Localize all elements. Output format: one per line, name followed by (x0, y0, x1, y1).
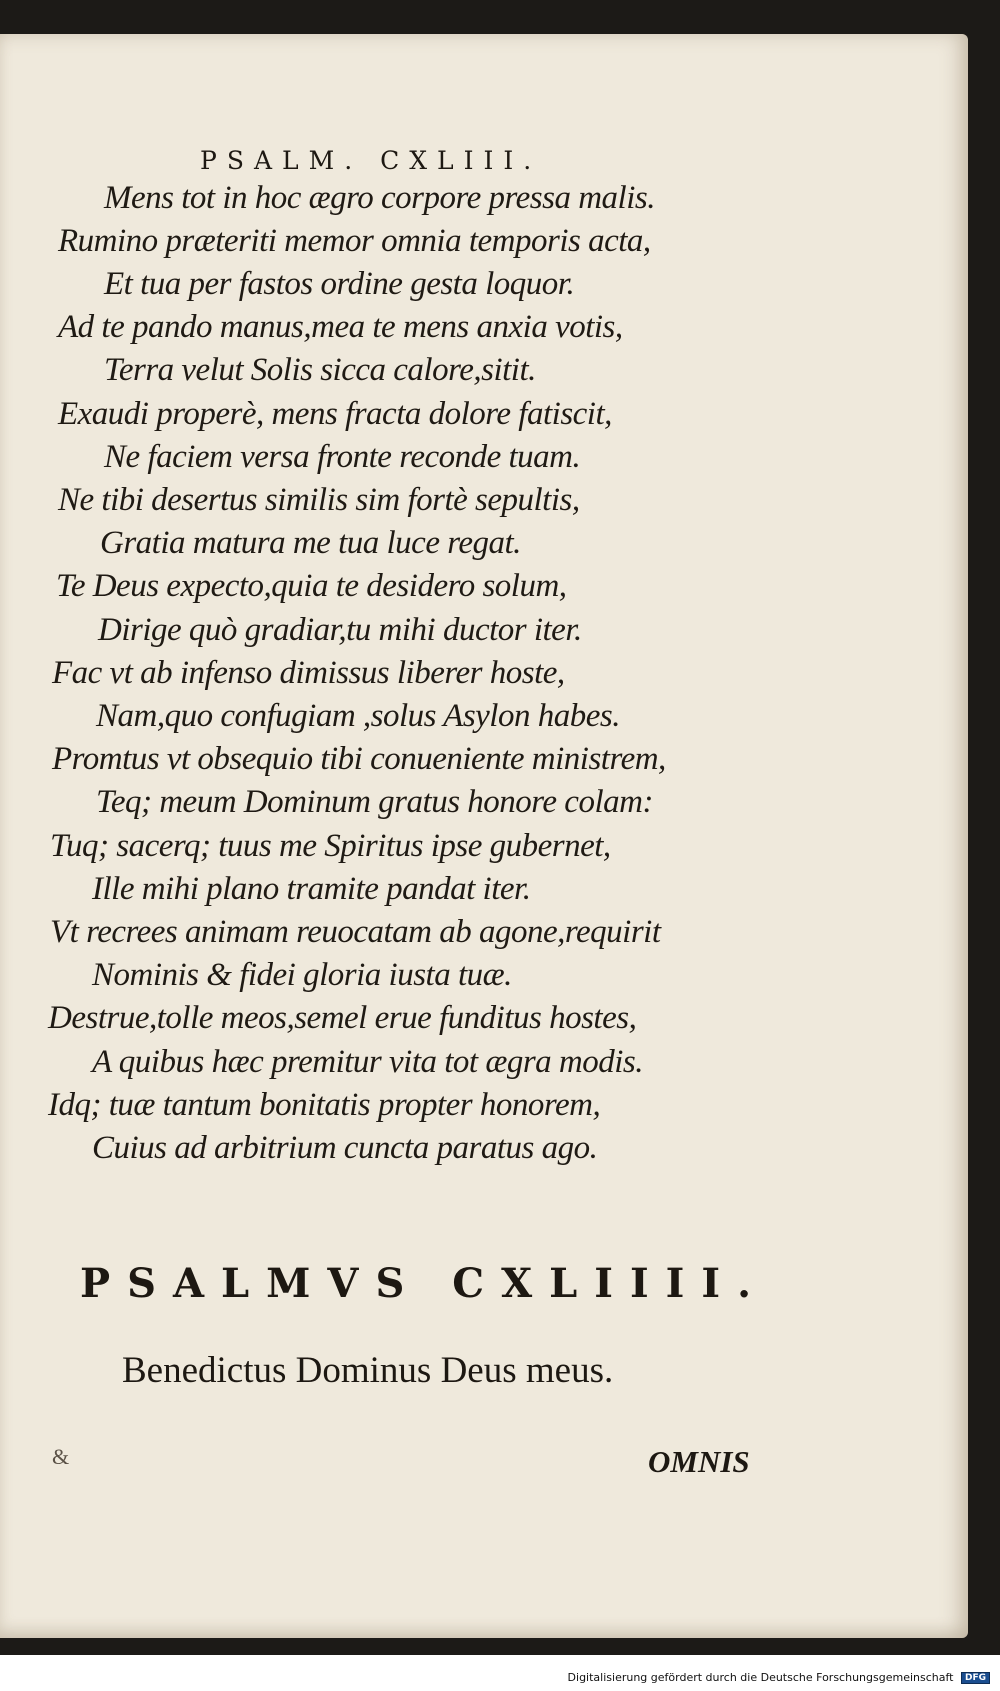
verse-line: Terra velut Solis sicca calore,sitit. (104, 352, 536, 388)
verse-line: Gratia matura me tua luce regat. (100, 525, 521, 561)
book-page (0, 34, 968, 1638)
digitization-credit (568, 1671, 990, 1684)
psalm-title: PSALMVS CXLIIII. (80, 1260, 769, 1307)
verse-line: Fac vt ab infenso dimissus liberer hoste, (52, 655, 565, 691)
verse-line: Teq; meum Dominum gratus honore colam: (96, 784, 653, 820)
verse-line: Exaudi properè, mens fracta dolore fatiscit, (58, 396, 612, 432)
verse-line: Et tua per fastos ordine gesta loquor. (104, 266, 575, 302)
verse-line: Destrue,tolle meos,semel erue funditus hostes, (48, 1000, 637, 1036)
verse-line: Ad te pando manus,mea te mens anxia votis, (58, 309, 623, 345)
verse-line: Promtus vt obsequio tibi conueniente ministrem, (52, 741, 666, 777)
verse-line: A quibus hæc premitur vita tot ægra modis. (92, 1044, 644, 1080)
verse-line: Te Deus expecto,quia te desidero solum, (56, 568, 567, 604)
verse-line: Nam,quo confugiam ,solus Asylon habes. (96, 698, 620, 734)
catchword: OMNIS (648, 1444, 750, 1479)
verse-line: Mens tot in hoc ægro corpore pressa malis. (104, 180, 655, 216)
running-header: PSALM. CXLIII. (200, 146, 542, 175)
verse-line: Vt recrees animam reuocatam ab agone,requirit (50, 914, 661, 950)
verse-line: Idq; tuæ tantum bonitatis propter honorem, (48, 1087, 601, 1123)
signature-mark: & (52, 1444, 70, 1469)
verse-line: Nominis & fidei gloria iusta tuæ. (92, 957, 512, 993)
verse-line: Cuius ad arbitrium cuncta paratus ago. (92, 1130, 598, 1166)
verse-line: Ne faciem versa fronte reconde tuam. (104, 439, 581, 475)
psalm-incipit: Benedictus Dominus Deus meus. (122, 1350, 614, 1391)
verse-line: Tuq; sacerq; tuus me Spiritus ipse gubernet, (50, 828, 611, 864)
verse-line: Rumino præteriti memor omnia temporis acta, (58, 223, 651, 259)
verse-line: Ne tibi desertus similis sim fortè sepultis, (58, 482, 580, 518)
credit-text: Digitalisierung gefördert durch die Deutsche Forschungsgemeinschaft (567, 1671, 954, 1684)
verse-line: Dirige quò gradiar,tu mihi ductor iter. (98, 612, 582, 648)
dfg-logo-icon: DFG (961, 1672, 990, 1684)
verse-line: Ille mihi plano tramite pandat iter. (92, 871, 531, 907)
